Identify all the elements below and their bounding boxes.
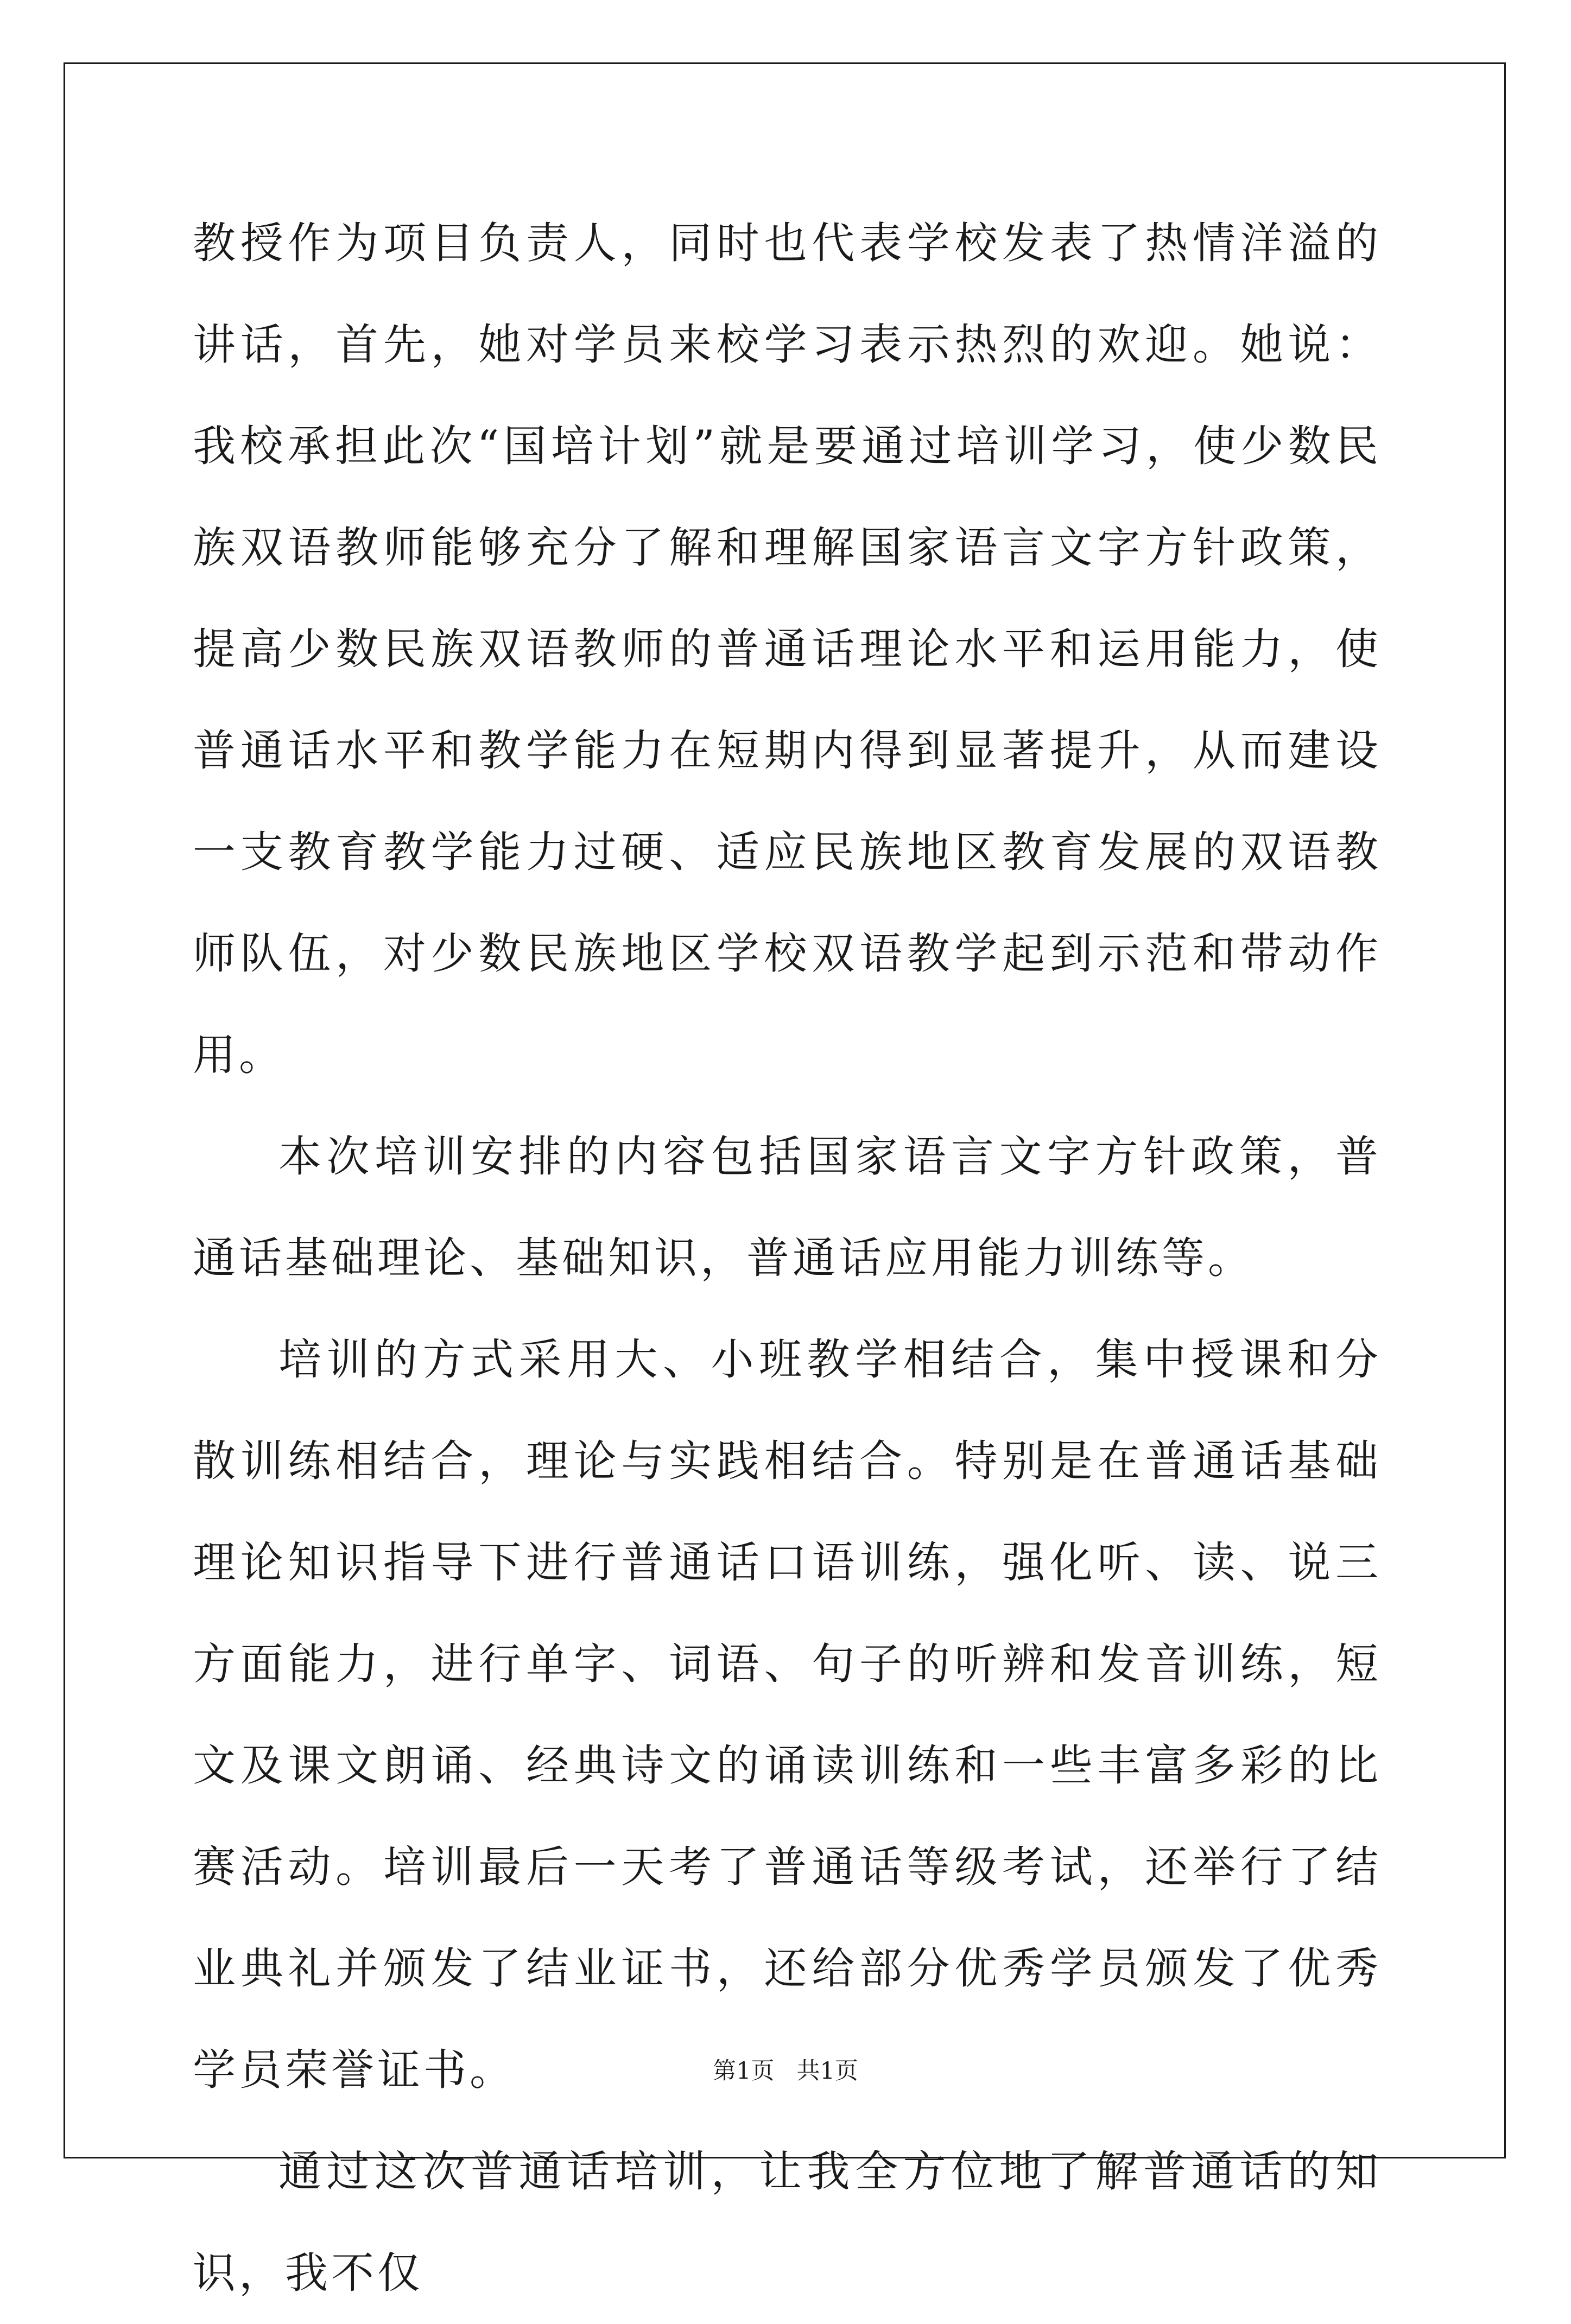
paragraph-3: 培训的方式采用大、小班教学相结合，集中授课和分散训练相结合，理论与实践相结合。特别是在普通话基础理论知识指导下进行普通话口语训练，强化听、读、说三方面能力，进行单字、词语、句子的听辨和发音训练，短文及课文朗诵、经典诗文的诵读训练和一些丰富多彩的比赛活动。培训最后一天考了普通话等级考试，还举行了结业典礼并颁发了结业证书，还给部分优秀学员颁发了优秀学员荣誉证书。 bbox=[193, 1335, 1382, 2095]
paragraph-1: 教授作为项目负责人，同时也代表学校发表了热情洋溢的讲话，首先，她对学员来校学习表示热烈的欢迎。她说：我校承担此次“国培计划”就是要通过培训学习，使少数民族双语教师能够充分了解和理解国家语言文字方针政策，提高少数民族双语教师的普通话理论水平和运用能力，使普通话水平和教学能力在短期内得到显著提升，从而建设一支教育教学能力过硬、适应民族地区教育发展的双语教师队伍，对少数民族地区学校双语教学起到示范和带动作用。 bbox=[193, 218, 1382, 1080]
page-total-label: 共1页 bbox=[796, 2058, 858, 2085]
paragraph-4: 通过这次普通话培训，让我全方位地了解普通话的知识，我不仅 bbox=[193, 2147, 1382, 2298]
page-footer bbox=[0, 2055, 1571, 2087]
page-number-label: 第1页 bbox=[713, 2058, 775, 2085]
document-body bbox=[193, 193, 1382, 2324]
paragraph-2: 本次培训安排的内容包括国家语言文字方针政策，普通话基础理论、基础知识，普通话应用能力训练等。 bbox=[193, 1132, 1382, 1283]
